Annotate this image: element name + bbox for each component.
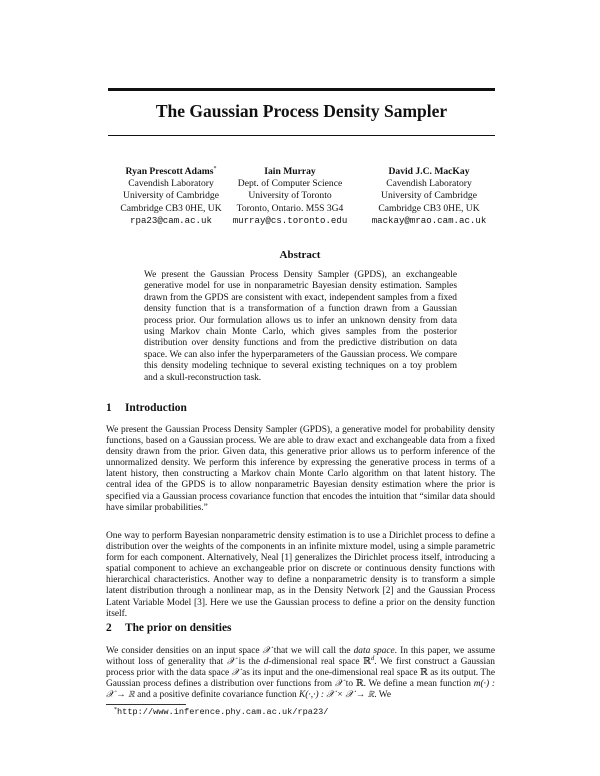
text-run: We consider densities on an input space: [106, 646, 263, 656]
math-symbol: d: [263, 657, 269, 668]
section-title: Introduction: [125, 402, 187, 414]
author-name: David J.C. MacKay: [388, 166, 470, 177]
text-run: and a positive definite covariance function: [134, 690, 300, 701]
author-address: Toronto, Ontario. M5S 3G4: [236, 202, 344, 214]
math-expression: K(·,·) : 𝒳 × 𝒳 → ℝ: [299, 690, 375, 701]
math-symbol: 𝒳: [226, 657, 235, 668]
math-symbol: 𝒳: [334, 679, 343, 690]
text-run: . In this paper, we assume without loss of generality that: [106, 646, 495, 668]
footnote-url[interactable]: http://www.inference.phy.cam.ac.uk/rpa23/: [117, 707, 329, 717]
math-superscript: d: [370, 654, 375, 662]
author-institution: University of Cambridge: [381, 190, 477, 202]
text-run: is the: [234, 657, 264, 668]
author-dept: Cavendish Laboratory: [128, 178, 214, 190]
abstract-body: We present the Gaussian Process Density Sampler (GPDS), an exchangeable generative model for use in nonparametric Bayesian density estimation. Samples drawn from the GPDS are consistent with exact, independent samples from a fixed density function that is a transformation of a function drawn from a Gaussian process prior. Our formulation allows us to infer an unknown density from data using Markov chain Monte Carlo, which gives samples from the posterior distribution over density functions and from the predictive distribution on data space. We can also infer the hyperparameters of the Gaussian process. We compare this density modeling technique to several existing techniques on a toy problem and a skull-reconstruction task.: [144, 270, 457, 383]
section-heading-prior: [106, 622, 231, 634]
section-title: The prior on densities: [125, 622, 232, 634]
section-heading-introduction: [106, 402, 187, 414]
author-block-mackay: [349, 166, 509, 227]
author-email: murray@cs.toronto.edu: [232, 214, 348, 226]
text-run: to ℝ. We define a mean function: [342, 679, 474, 690]
author-email: rpa23@cam.ac.uk: [130, 214, 212, 226]
emphasis: data space: [353, 646, 395, 656]
author-institution: University of Cambridge: [123, 190, 219, 202]
author-address: Cambridge CB3 0HE, UK: [378, 202, 480, 214]
author-dept: Cavendish Laboratory: [386, 178, 472, 190]
text-run: that we will call the: [270, 646, 354, 656]
text-run: as its input and the one-dimensional real space ℝ as its output. The Gaussian process defines a distribution over functions from: [106, 668, 495, 690]
author-name: Ryan Prescott Adams: [125, 166, 214, 177]
text-run: . We: [374, 690, 392, 701]
footnote-mark: *: [114, 707, 117, 713]
paper-title: The Gaussian Process Density Sampler: [155, 101, 448, 121]
math-symbol: 𝒳: [262, 646, 271, 656]
text-run: . We first construct a Gaussian process prior with the data space: [106, 657, 495, 679]
text-run: -dimensional real space ℝ: [268, 657, 371, 668]
author-name: Iain Murray: [264, 166, 316, 177]
section-number: 1: [106, 402, 112, 414]
author-dept: Dept. of Computer Science: [237, 178, 343, 190]
intro-paragraph-1: We present the Gaussian Process Density Sampler (GPDS), a generative model for probability density functions, based on a Gaussian process. We are able to draw exact and exchangeable data from a fixed density drawn from the prior. Given data, this generative prior allows us to perform inference of the unnormalized density. We perform this inference by expressing the generative process in terms of a latent history, then constructing a Markov chain Monte Carlo algorithm on that latent history. The central idea of the GPDS is to allow nonparametric Bayesian density estimation where the prior is specified via a Gaussian process covariance function that encodes the intuition that “similar data should have similar probabilities.”: [106, 425, 495, 513]
intro-paragraph-2: One way to perform Bayesian nonparametric density estimation is to use a Dirichlet process to define a distribution over the weights of the components in an infinite mixture model, using a simple parametric form for each component. Alternatively, Neal [1] generalizes the Dirichlet process itself, introducing a spatial component to achieve an exchangeable prior on discrete or continuous density functions with hierarchical characteristics. Another way to define a nonparametric density is to transform a simple latent distribution through a nonlinear map, as in the Density Network [2] and the Gaussian Process Latent Variable Model [3]. Here we use the Gaussian process to define a prior on the density function itself.: [106, 531, 495, 619]
math-expression: m(·) : 𝒳 → ℝ: [106, 679, 495, 701]
math-symbol: 𝒳: [231, 668, 240, 679]
title-rule-top: [108, 88, 495, 91]
footnote-mark: *: [213, 166, 217, 172]
author-email: mackay@mrao.cam.ac.uk: [371, 214, 487, 226]
footnote: [114, 707, 328, 717]
footnote-rule: [106, 704, 186, 705]
author-institution: University of Toronto: [248, 190, 332, 202]
section-number: 2: [106, 622, 112, 634]
author-address: Cambridge CB3 0HE, UK: [120, 202, 222, 214]
prior-paragraph-1: [106, 646, 495, 701]
author-block-murray: [210, 166, 370, 227]
title-rule-bottom: [108, 135, 495, 136]
abstract-heading: Abstract: [279, 249, 321, 261]
